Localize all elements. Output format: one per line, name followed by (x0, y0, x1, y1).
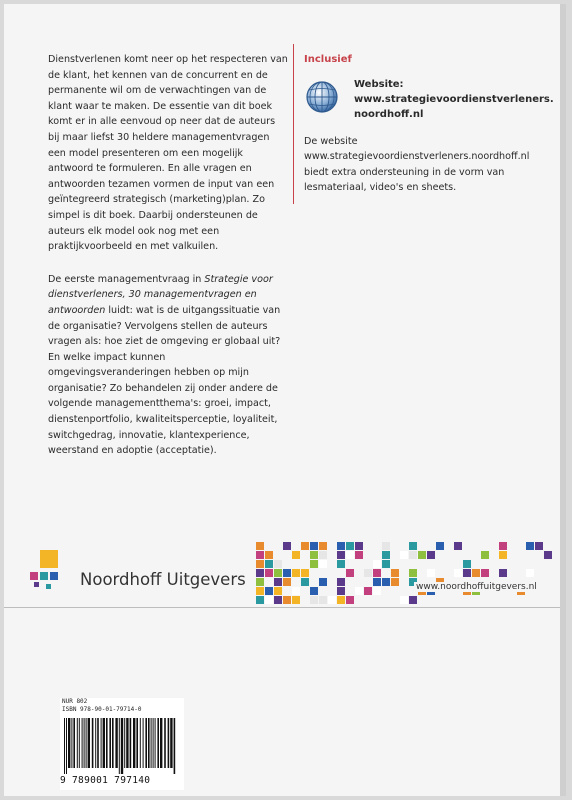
mosaic-tile (319, 596, 327, 604)
barcode-bar (77, 718, 78, 768)
mosaic-tile (391, 578, 399, 586)
mosaic-tile (301, 569, 309, 577)
barcode-bar (151, 718, 152, 768)
barcode-digits: 9 789001 797140 (60, 775, 151, 786)
mosaic-tile (499, 542, 507, 550)
barcode-bar (133, 718, 135, 768)
mosaic-tile (256, 560, 264, 568)
back-cover (4, 4, 560, 796)
barcode-bar (145, 718, 147, 768)
website-label: Website: (354, 78, 404, 90)
mosaic-tile (481, 551, 489, 559)
mosaic-tile (364, 569, 372, 577)
mosaic-tile (481, 569, 489, 577)
mosaic-tile (409, 596, 417, 604)
mosaic-tile (310, 596, 318, 604)
barcode-bar (124, 718, 125, 768)
mosaic-tile (283, 542, 291, 550)
mosaic-tile (409, 551, 417, 559)
book-title: Strategie voor dienstverleners, 30 managementvragen en antwoorden (48, 273, 273, 316)
barcode-bar (140, 718, 141, 768)
column-divider (293, 44, 294, 204)
mosaic-tile (256, 569, 264, 577)
band-divider-line (4, 607, 560, 608)
barcode-bar (95, 718, 96, 768)
barcode-bar (88, 718, 90, 768)
website-description: De website www.strategievoordienstverleners.noordhoff.nl biedt extra ondersteuning in de vorm van lesmateriaal, video's en sheets. (304, 135, 530, 194)
mosaic-tile (265, 560, 273, 568)
mosaic-tile (328, 596, 336, 604)
mosaic-tile (283, 569, 291, 577)
barcode-bar (170, 718, 172, 768)
mosaic-tile (526, 542, 534, 550)
mosaic-tile (454, 569, 462, 577)
mosaic-tile (463, 560, 471, 568)
mosaic-tile (274, 587, 282, 595)
barcode-area (60, 698, 184, 790)
barcode-bar (126, 718, 128, 768)
mosaic-tile (310, 560, 318, 568)
barcode-bar (82, 718, 83, 768)
mosaic-tile (301, 578, 309, 586)
mosaic-tile (265, 587, 273, 595)
blurb-column (48, 52, 288, 476)
barcode-bar (136, 718, 138, 768)
barcode-bar (121, 718, 123, 774)
barcode-bar (153, 718, 154, 768)
mosaic-tile (265, 551, 273, 559)
mosaic-tile (400, 596, 408, 604)
mosaic-tile (373, 569, 381, 577)
globe-icon (304, 79, 340, 115)
mosaic-tile (544, 551, 552, 559)
mosaic-tile (373, 560, 381, 568)
blurb-rest: luidt: wat is de uitgangssituatie van de organisatie? Vervolgens stellen de auteurs vragen als: hoe ziet de omgeving er globaal uit? En welke impact kunnen omgevingsveranderingen hebben op mijn organisatie? Zo behandelen zij onder andere de volgende managementthema's: groei, impact, dienstenportfolio, kwaliteitsperceptie, loyaliteit, switchgedrag, innovatie, klantexperience, weerstand en adoptie (acceptatie). (48, 304, 281, 457)
color-mosaic (256, 538, 560, 608)
barcode-bar (97, 718, 99, 768)
barcode-bar (164, 718, 166, 768)
barcode-bar (157, 718, 159, 768)
mosaic-tile (418, 551, 426, 559)
blurb-paragraph-2 (48, 272, 288, 459)
mosaic-tile (337, 560, 345, 568)
website-url-line2[interactable]: noordhoff.nl (354, 108, 424, 120)
mosaic-tile (256, 578, 264, 586)
mosaic-tile (454, 542, 462, 550)
publisher-url[interactable]: www.noordhoffuitgevers.nl (416, 582, 537, 592)
blurb-paragraph-1: Dienstverlenen komt neer op het respecteren van de klant, het kennen van de concurrent en de permanente wil om de verwachtingen van de klant waar te maken. De essentie van dit boek komt er in alle eenvoud op neer dat de auteurs bij maar liefst 30 heldere managementvragen een model presenteren om een mogelijk antwoord te formuleren. En alle vragen en antwoorden tezamen vormen de input van een geïntegreerd strategisch (marketing)plan. Zo simpel is dit boek. Daarbij ondersteunen de auteurs elk model ook nog met een praktijkvoorbeeld en met valkuilen. (48, 54, 288, 253)
mosaic-tile (292, 596, 300, 604)
mosaic-tile (337, 578, 345, 586)
mosaic-tile (526, 569, 534, 577)
barcode-bar (68, 718, 70, 768)
mosaic-tile (292, 587, 300, 595)
mosaic-tile (364, 587, 372, 595)
barcode-bar (155, 718, 156, 768)
barcode-bar (112, 718, 114, 768)
mosaic-tile (265, 596, 273, 604)
barcode-bar (103, 718, 105, 768)
mosaic-tile (337, 542, 345, 550)
mosaic-tile (427, 569, 435, 577)
barcode-bar (71, 718, 72, 768)
mosaic-tile (337, 596, 345, 604)
barcode-bar (115, 718, 117, 768)
publisher-band (4, 538, 560, 608)
mosaic-tile (319, 578, 327, 586)
mosaic-tile (382, 551, 390, 559)
nur-code: NUR 802 (62, 698, 88, 705)
mosaic-tile (337, 551, 345, 559)
mosaic-tile (472, 569, 480, 577)
barcode-bar (168, 718, 170, 768)
mosaic-tile (382, 560, 390, 568)
mosaic-tile (265, 569, 273, 577)
mosaic-tile (274, 578, 282, 586)
mosaic-tile (346, 569, 354, 577)
barcode-bar (148, 718, 150, 768)
isbn-code: ISBN 978-90-01-79714-0 (62, 706, 142, 713)
blurb-intro: De eerste managementvraag in (48, 273, 205, 285)
barcode-bar (160, 718, 162, 768)
mosaic-tile (310, 551, 318, 559)
mosaic-tile (319, 560, 327, 568)
inclusief-column (304, 52, 554, 196)
mosaic-tile (274, 596, 282, 604)
mosaic-tile (292, 569, 300, 577)
mosaic-tile (499, 569, 507, 577)
barcode-bar (119, 718, 120, 774)
mosaic-tile (382, 578, 390, 586)
mosaic-tile (373, 578, 381, 586)
mosaic-tile (292, 551, 300, 559)
mosaic-tile (337, 587, 345, 595)
mosaic-tile (382, 542, 390, 550)
barcode-bar (143, 718, 144, 768)
barcode-bar (109, 718, 111, 768)
website-row (304, 77, 554, 122)
mosaic-tile (409, 542, 417, 550)
mosaic-tile (274, 569, 282, 577)
mosaic-tile (301, 542, 309, 550)
mosaic-tile (355, 542, 363, 550)
mosaic-tile (346, 542, 354, 550)
mosaic-tile (391, 569, 399, 577)
barcode-bar (101, 718, 102, 768)
mosaic-tile (319, 542, 327, 550)
website-url-line1[interactable]: www.strategievoordienstverleners. (354, 93, 554, 105)
mosaic-tile (355, 587, 363, 595)
mosaic-tile (346, 551, 354, 559)
barcode-bar (106, 718, 108, 768)
mosaic-tile (283, 596, 291, 604)
mosaic-tile (436, 542, 444, 550)
mosaic-tile (499, 551, 507, 559)
mosaic-tile (256, 587, 264, 595)
mosaic-tile (256, 596, 264, 604)
publisher-name: Noordhoff Uitgevers (80, 570, 246, 589)
barcode-bar (174, 718, 176, 774)
mosaic-tile (256, 551, 264, 559)
barcode-bar (73, 718, 75, 768)
barcode-bar (79, 718, 80, 768)
barcode-bar (86, 718, 87, 768)
mosaic-tile (256, 542, 264, 550)
barcode-bar (64, 718, 65, 774)
mosaic-tile (319, 551, 327, 559)
barcode-bar (130, 718, 132, 768)
barcode-bar (92, 718, 94, 768)
barcode-bars (62, 718, 180, 774)
barcode-bar (84, 718, 85, 768)
mosaic-tile (310, 587, 318, 595)
mosaic-tile (355, 551, 363, 559)
barcode-bar (66, 718, 67, 774)
mosaic-tile (535, 542, 543, 550)
mosaic-tile (427, 551, 435, 559)
inclusief-heading: Inclusief (304, 54, 352, 65)
mosaic-tile (409, 569, 417, 577)
mosaic-tile (463, 569, 471, 577)
noordhoff-logo-icon (26, 546, 74, 594)
mosaic-tile (346, 596, 354, 604)
mosaic-tile (283, 578, 291, 586)
website-block (354, 77, 554, 122)
mosaic-tile (373, 587, 381, 595)
mosaic-tile (400, 551, 408, 559)
mosaic-tile (274, 560, 282, 568)
mosaic-tile (310, 542, 318, 550)
